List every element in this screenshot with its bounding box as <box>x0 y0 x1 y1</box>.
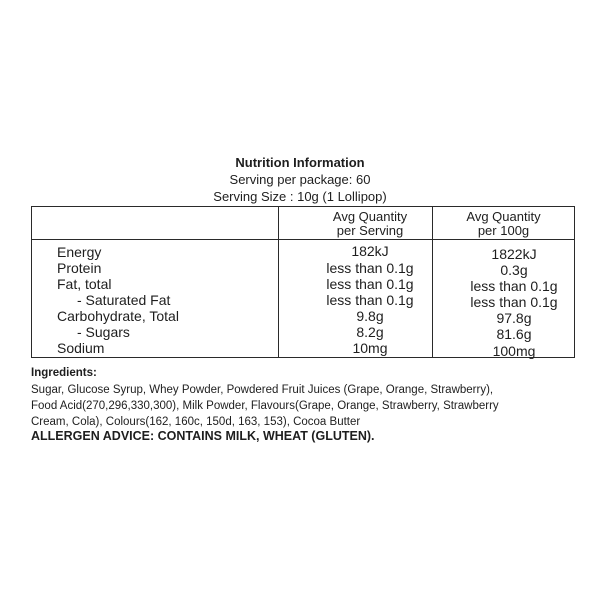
per-100g-value: 81.6g <box>496 326 532 342</box>
per-100g-value: 1822kJ <box>491 246 537 262</box>
nutrition-title: Nutrition Information <box>235 155 365 170</box>
per-serving-value: 10mg <box>352 340 388 356</box>
per-100g-value: less than 0.1g <box>470 278 558 294</box>
per-100g-value: less than 0.1g <box>470 294 558 310</box>
table-row <box>0 276 600 292</box>
table-row <box>0 308 600 324</box>
per-serving-value: 9.8g <box>356 308 384 324</box>
ingredients-section <box>31 365 591 430</box>
nutrient-name: Carbohydrate, Total <box>57 308 179 324</box>
per-100g-value: 100mg <box>492 343 536 359</box>
nutrient-name: Protein <box>57 260 102 276</box>
per-serving-value: less than 0.1g <box>326 276 414 292</box>
column-header-line: Avg Quantity <box>466 209 541 224</box>
table-row <box>0 244 600 260</box>
per-100g-value: 0.3g <box>500 262 528 278</box>
header-divider <box>32 239 574 240</box>
per-serving-value: less than 0.1g <box>326 292 414 308</box>
nutrient-name: - Sugars <box>77 324 130 340</box>
nutrient-name: - Saturated Fat <box>77 292 171 308</box>
table-row <box>0 340 600 359</box>
table-row <box>0 260 600 276</box>
nutrient-name: Fat, total <box>57 276 112 292</box>
serving-size: Serving Size : 10g (1 Lollipop) <box>213 189 387 204</box>
servings-per-package: Serving per package: 60 <box>229 172 371 187</box>
per-serving-value: 8.2g <box>356 324 384 340</box>
ingredients-line: Cream, Cola), Colours(162, 160c, 150d, 163, 153), Cocoa Butter <box>31 416 361 428</box>
nutrient-name: Energy <box>57 244 102 260</box>
allergen-advice: ALLERGEN ADVICE: CONTAINS MILK, WHEAT (GLUTEN). <box>31 429 375 443</box>
nutrient-name: Sodium <box>57 340 105 356</box>
per-serving-value: less than 0.1g <box>326 260 414 276</box>
ingredients-line: Sugar, Glucose Syrup, Whey Powder, Powdered Fruit Juices (Grape, Orange, Strawberry), <box>31 384 494 396</box>
column-header-line: per Serving <box>336 223 404 238</box>
column-header-per-100g <box>432 210 575 238</box>
table-row <box>0 324 600 340</box>
per-100g-value: 97.8g <box>496 310 532 326</box>
ingredients-title: Ingredients: <box>31 367 97 379</box>
column-header-line: per 100g <box>477 223 530 238</box>
ingredients-line: Food Acid(270,296,330,300), Milk Powder, Flavours(Grape, Orange, Strawberry, Strawberry <box>31 400 499 412</box>
ingredients-text <box>31 382 591 430</box>
column-header-line: Avg Quantity <box>332 209 408 224</box>
table-row <box>0 292 600 308</box>
per-serving-value: 182kJ <box>351 243 389 259</box>
